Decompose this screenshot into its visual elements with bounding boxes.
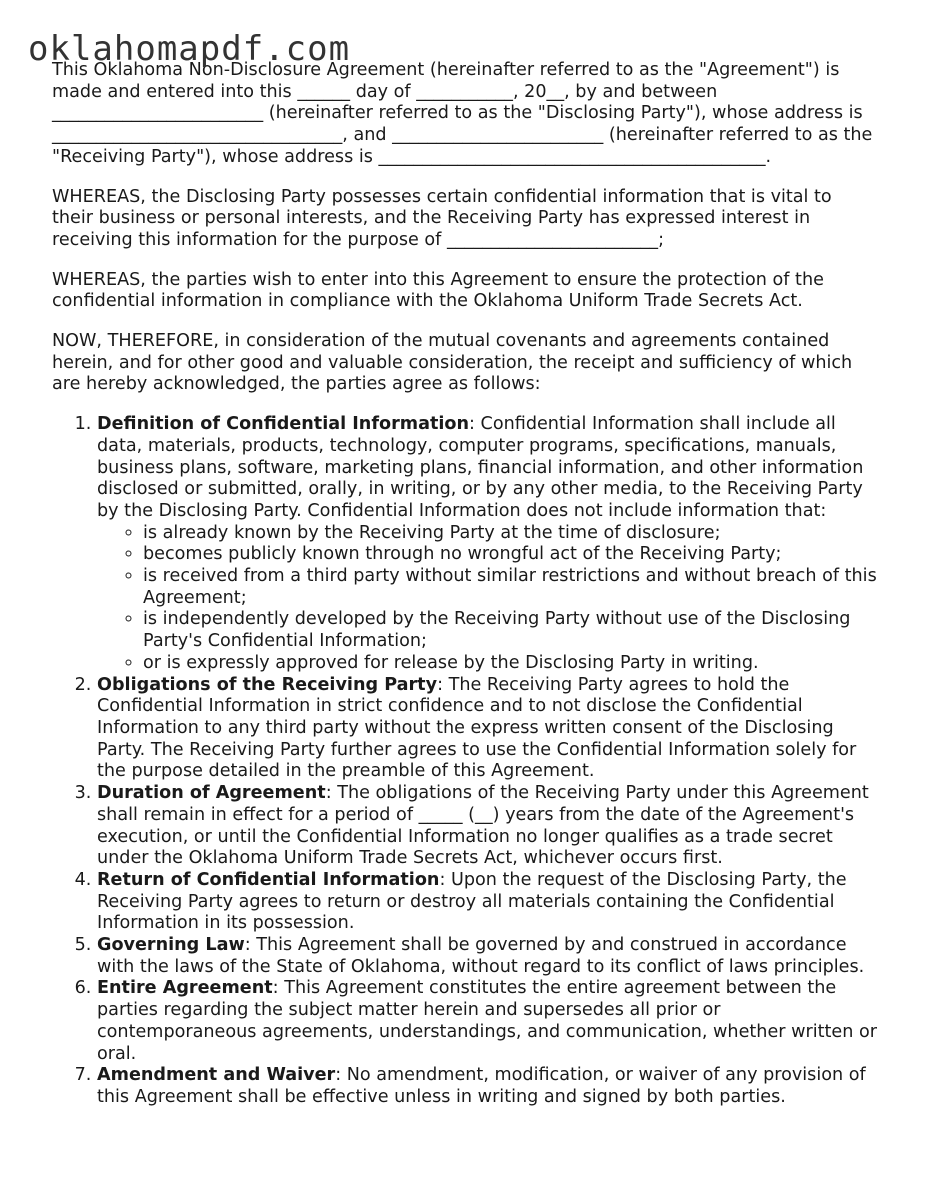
- clause-heading: Entire Agreement: [97, 978, 273, 999]
- clause-heading: Amendment and Waiver: [97, 1065, 336, 1086]
- clause-heading: Governing Law: [97, 935, 245, 956]
- clause-text: : No amendment, modification, or waiver of any provision of this Agreement shall be effective unless in writing and signed by both parties.: [97, 1065, 866, 1107]
- clause-heading: Definition of Confidential Information: [97, 414, 470, 435]
- clause-3: [97, 783, 878, 870]
- clause-5: [97, 935, 878, 978]
- exclusion-item: ◦ becomes publicly known through no wrongful act of the Receiving Party;: [143, 544, 878, 566]
- clause-text: : This Agreement constitutes the entire agreement between the parties regarding the subject matter herein and supersedes all prior or contemporaneous agreements, understandings, and communication, whether written or oral.: [97, 978, 877, 1064]
- clause-text: : The Receiving Party agrees to hold the Confidential Information in strict confidence and to not disclose the Confidential Information to any third party without the express written consent of the Disclosing Party. The Receiving Party further agrees to use the Confidential Information solely for the purpose detailed in the preamble of this Agreement.: [97, 674, 857, 782]
- site-watermark: oklahomapdf.com: [28, 29, 351, 69]
- exclusion-item: ◦ or is expressly approved for release by the Disclosing Party in writing.: [143, 653, 878, 675]
- clause-1: [97, 414, 878, 674]
- clauses-list: [52, 414, 878, 1109]
- whereas-paragraph-2: WHEREAS, the parties wish to enter into this Agreement to ensure the protection of the confidential information in compliance with the Oklahoma Uniform Trade Secrets Act.: [52, 269, 824, 312]
- clause-4: [97, 870, 878, 935]
- clause-text: : Upon the request of the Disclosing Party, the Receiving Party agrees to return or destroy all materials containing the Confidential Information in its possession.: [97, 869, 847, 934]
- clause-text: : This Agreement shall be governed by and construed in accordance with the laws of the State of Oklahoma, without regard to its conflict of laws principles.: [97, 935, 865, 977]
- whereas-paragraph-1: WHEREAS, the Disclosing Party possesses certain confidential information that is vital to their business or personal interests, and the Receiving Party has expressed interest in receiving this information for the purpose of ________________________;: [52, 186, 832, 250]
- clause-heading: Return of Confidential Information: [97, 869, 440, 890]
- agreement-document: [52, 60, 878, 1109]
- clause-2: [97, 675, 878, 784]
- exclusion-item: ◦ is already known by the Receiving Party at the time of disclosure;: [143, 523, 878, 545]
- now-therefore-paragraph: NOW, THEREFORE, in consideration of the mutual covenants and agreements contained herein, and for other good and valuable consideration, the receipt and sufficiency of which are hereby acknowledged, the parties agree as follows:: [52, 331, 853, 395]
- clause-heading: Obligations of the Receiving Party: [97, 674, 438, 695]
- clause-6: [97, 978, 878, 1065]
- exclusion-item: ◦ is received from a third party without similar restrictions and without breach of this Agreement;: [143, 566, 878, 609]
- clause-text: : Confidential Information shall include all data, materials, products, technology, computer programs, specifications, manuals, business plans, software, marketing plans, financial information, and other information disclosed or submitted, orally, in writing, or by any other media, to the Receiving Party by the Disclosing Party. Confidential Information does not include information that:: [97, 414, 864, 521]
- clause-text: : The obligations of the Receiving Party under this Agreement shall remain in effect for a period of _____ (__) years from the date of the Agreement's execution, or until the Confidential Information no longer qualifies as a trade secret under the Oklahoma Uniform Trade Secrets Act, whichever occurs first.: [97, 783, 869, 869]
- clause-heading: Duration of Agreement: [97, 783, 326, 804]
- clause-7: [97, 1065, 878, 1108]
- exclusions-list: [97, 523, 878, 675]
- intro-paragraph: This Oklahoma Non-Disclosure Agreement (hereinafter referred to as the "Agreement") is made and entered into this ______ day of ___________, 20__, by and between ________________________ (hereinafter referred to as the "Disclosing Party"), whose address is _________________________________, and ________________________ (hereinafter referred to as the "Receiving Party"), whose address is ____________________________________________.: [52, 60, 873, 167]
- exclusion-item: ◦ is independently developed by the Receiving Party without use of the Disclosing Party's Confidential Information;: [143, 609, 878, 652]
